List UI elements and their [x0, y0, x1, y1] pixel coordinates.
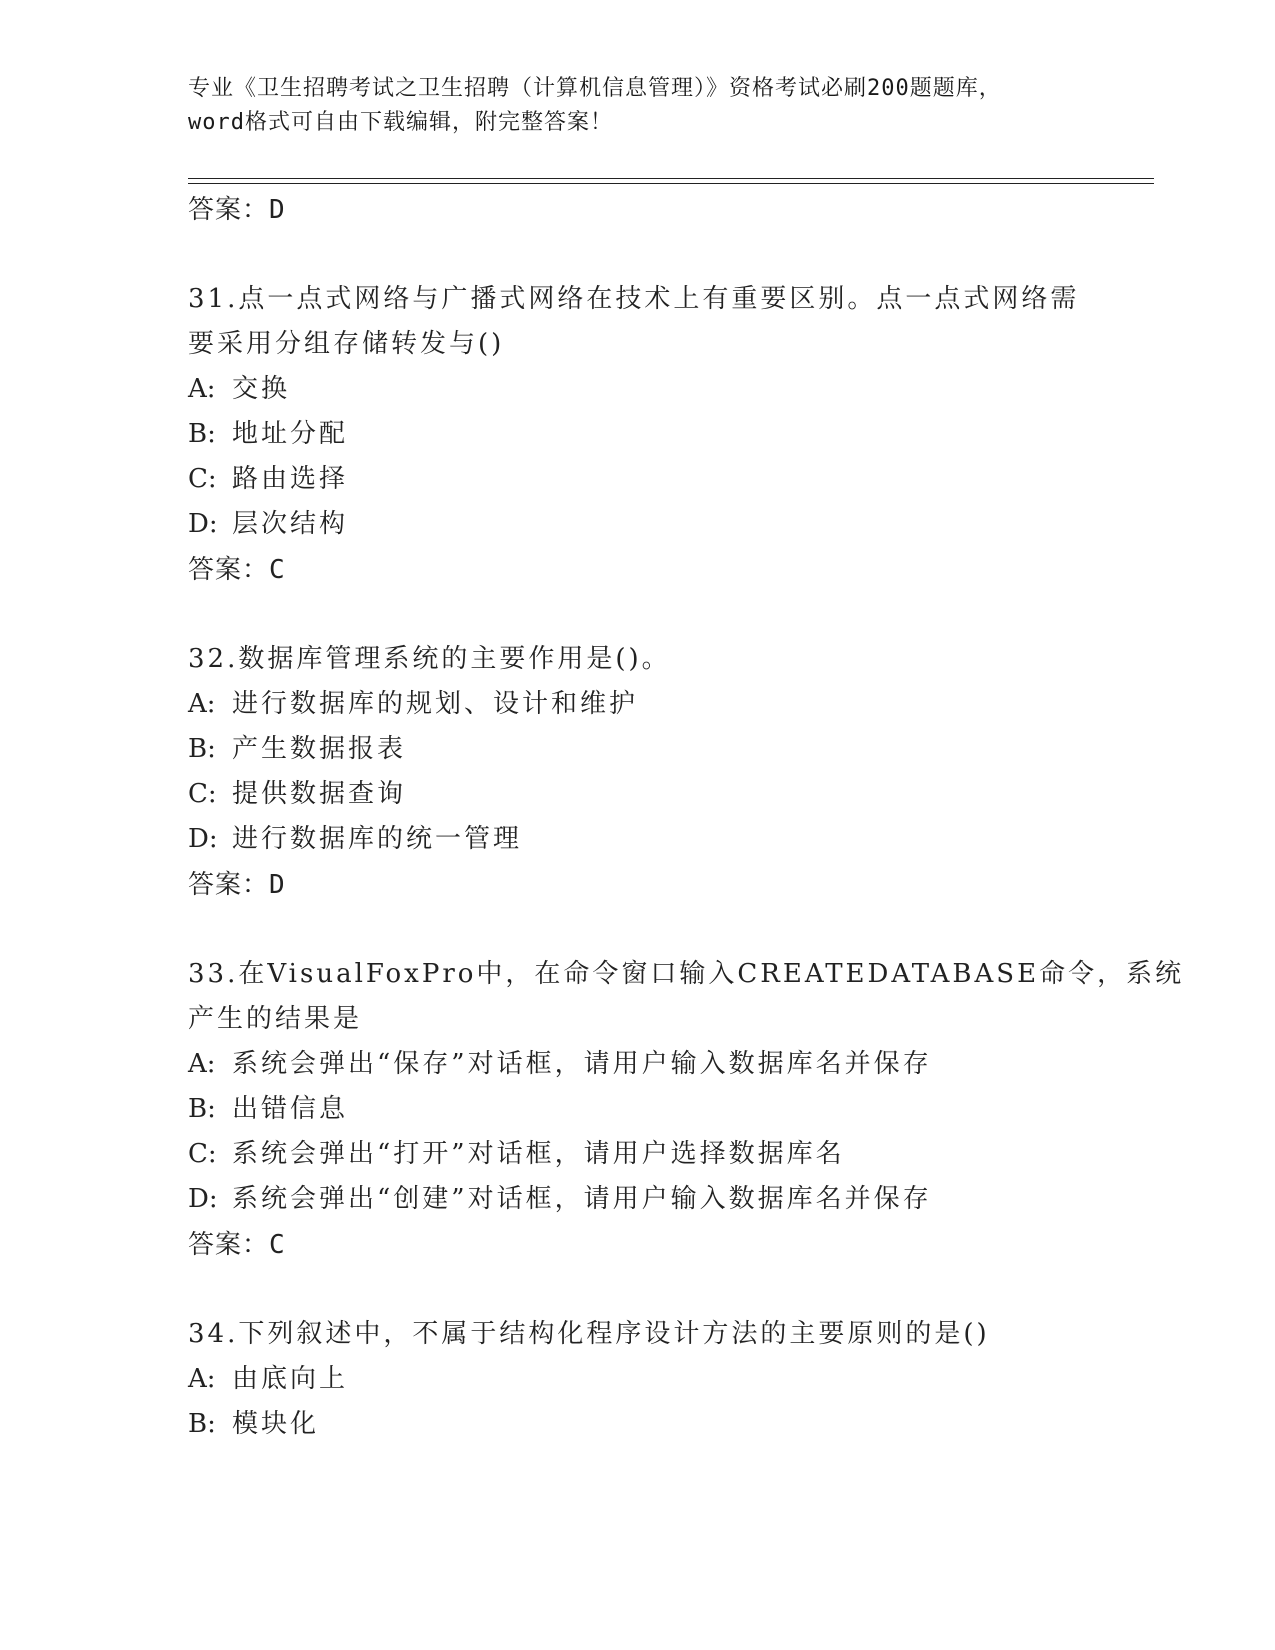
option-d [188, 502, 1088, 547]
option-text: 提供数据查询 [232, 779, 407, 809]
option-text: 系统会弹出“创建”对话框，请用户输入数据库名并保存 [232, 1184, 932, 1214]
question-stem [188, 277, 1088, 367]
question-list [188, 187, 1185, 1447]
question-33 [188, 952, 1185, 1268]
answer-line [188, 862, 1088, 908]
header-line-1: 专业《卫生招聘考试之卫生招聘（计算机信息管理）》资格考试必刷200题题库， [188, 76, 1002, 101]
option-text: 层次结构 [232, 509, 349, 539]
option-key: B: [188, 1094, 216, 1124]
answer-line [188, 547, 1088, 593]
option-a [188, 1042, 1088, 1087]
option-text: 系统会弹出“打开”对话框，请用户选择数据库名 [232, 1139, 845, 1169]
option-key: C: [188, 1139, 217, 1169]
question-stem-line-2: 要采用分组存储转发与() [188, 329, 505, 359]
spacer [188, 233, 1088, 277]
option-text: 路由选择 [232, 464, 349, 494]
answer-value: D [269, 870, 286, 900]
document-header [188, 72, 1088, 140]
option-key: A: [188, 374, 216, 404]
answer-value: D [269, 195, 286, 225]
question-stem-line-1: 33.在VisualFoxPro中，在命令窗口输入CREATEDATABASE命令，系统 [188, 959, 1185, 989]
answer-label: 答案： [188, 1230, 270, 1260]
option-text: 出错信息 [232, 1094, 349, 1124]
answer-value: C [269, 1230, 286, 1260]
option-a [188, 682, 1088, 727]
option-text: 系统会弹出“保存”对话框，请用户输入数据库名并保存 [232, 1049, 932, 1079]
spacer [188, 1268, 1088, 1312]
option-a [188, 367, 1088, 412]
option-text: 进行数据库的规划、设计和维护 [232, 689, 639, 719]
question-stem [188, 1312, 1088, 1357]
option-c [188, 772, 1088, 817]
answer-line [188, 187, 1088, 233]
question-stem [188, 637, 1088, 682]
option-c [188, 1132, 1088, 1177]
option-key: C: [188, 464, 217, 494]
header-divider-bottom [188, 183, 1154, 184]
question-stem-line-2: 产生的结果是 [188, 1004, 363, 1034]
option-key: D: [188, 824, 218, 854]
option-d [188, 1177, 1088, 1222]
answer-label: 答案： [188, 870, 270, 900]
option-text: 交换 [232, 374, 291, 404]
option-key: B: [188, 734, 216, 764]
option-d [188, 817, 1088, 862]
header-line-2: word格式可自由下载编辑，附完整答案！ [188, 110, 613, 135]
question-stem-line-1: 34.下列叙述中，不属于结构化程序设计方法的主要原则的是() [188, 1319, 990, 1349]
option-key: A: [188, 1364, 216, 1394]
option-key: A: [188, 689, 216, 719]
option-text: 产生数据报表 [232, 734, 407, 764]
option-b [188, 1087, 1088, 1132]
option-b [188, 412, 1088, 457]
spacer [188, 593, 1088, 637]
option-text: 模块化 [232, 1409, 320, 1439]
answer-value: C [269, 555, 286, 585]
option-key: D: [188, 509, 218, 539]
option-text: 地址分配 [232, 419, 349, 449]
spacer [188, 908, 1088, 952]
answer-line [188, 1222, 1088, 1268]
option-key: C: [188, 779, 217, 809]
question-32 [188, 637, 1088, 908]
option-key: D: [188, 1184, 218, 1214]
option-b [188, 1402, 1088, 1447]
option-text: 由底向上 [232, 1364, 349, 1394]
option-key: B: [188, 419, 216, 449]
option-key: A: [188, 1049, 216, 1079]
answer-label: 答案： [188, 555, 270, 585]
question-stem-line-1: 32.数据库管理系统的主要作用是()。 [188, 644, 671, 674]
option-text: 进行数据库的统一管理 [232, 824, 523, 854]
question-31 [188, 277, 1088, 593]
option-c [188, 457, 1088, 502]
header-divider-top [188, 178, 1154, 179]
question-stem [188, 952, 1185, 1042]
option-key: B: [188, 1409, 216, 1439]
answer-label: 答案： [188, 195, 270, 225]
question-stem-line-1: 31.点一点式网络与广播式网络在技术上有重要区别。点一点式网络需 [188, 284, 1080, 314]
option-a [188, 1357, 1088, 1402]
option-b [188, 727, 1088, 772]
question-34 [188, 1312, 1088, 1447]
